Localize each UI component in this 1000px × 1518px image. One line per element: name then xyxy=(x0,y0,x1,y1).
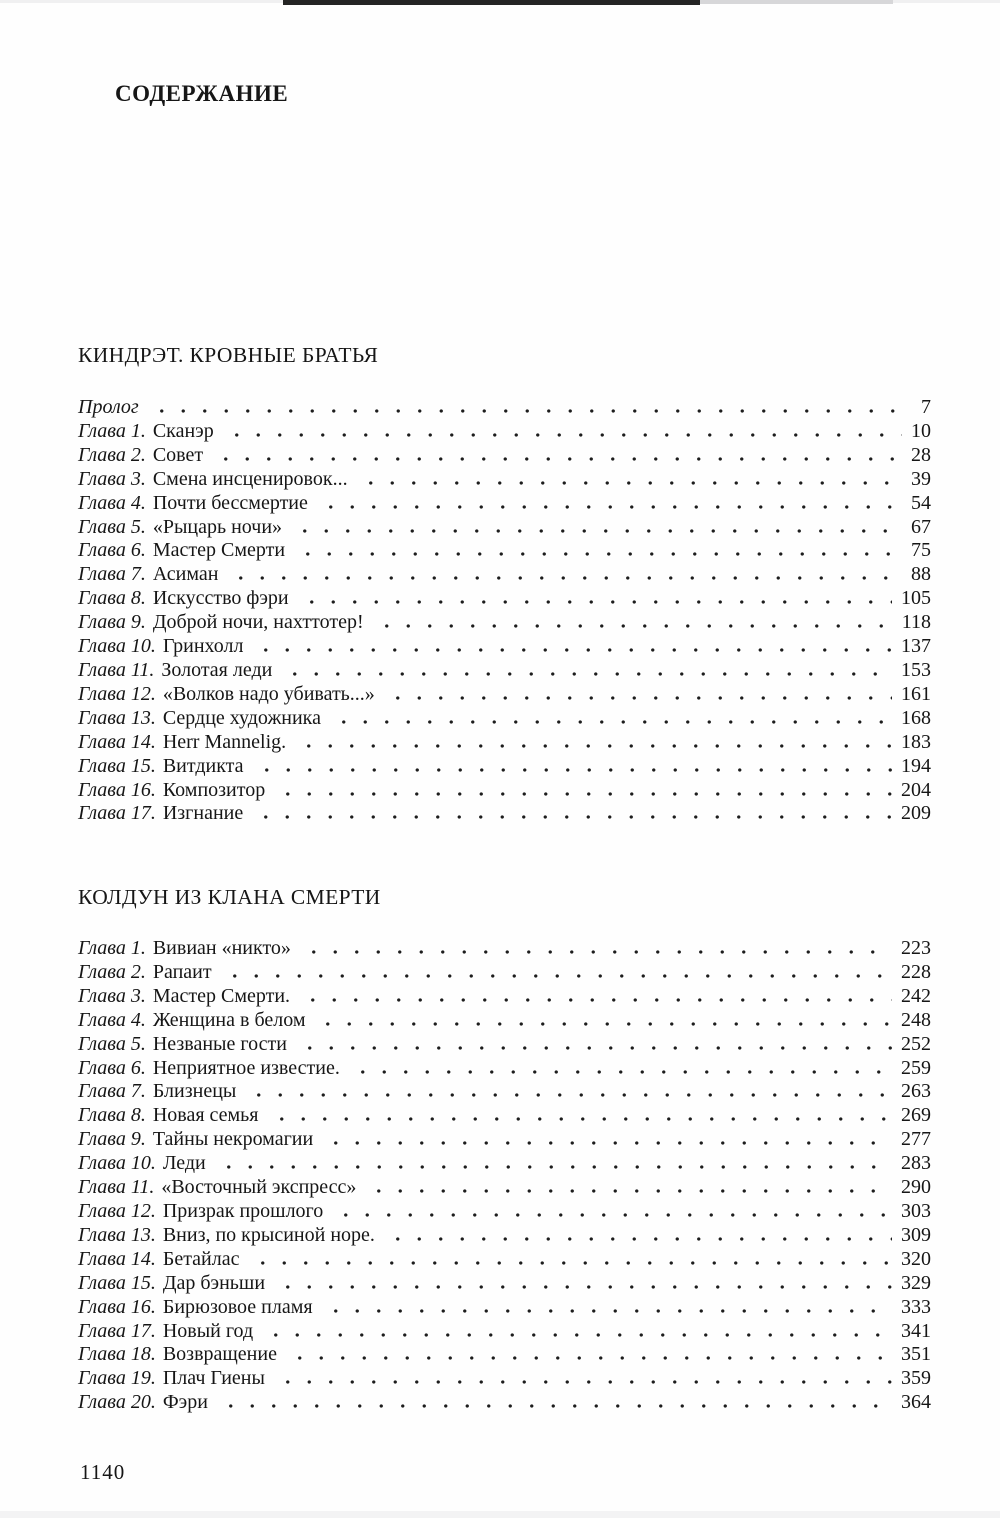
chapter-label: Глава 16. xyxy=(78,778,156,801)
page-number: 209 xyxy=(901,802,931,825)
chapter-label: Глава 1. xyxy=(78,937,146,959)
chapter-title: Новая семья xyxy=(152,1104,259,1127)
page-number: 359 xyxy=(901,1367,931,1390)
chapter-title: Плач Гиены xyxy=(162,1367,265,1390)
section-title: КИНДРЭТ. КРОВНЫЕ БРАТЬЯ xyxy=(78,343,379,367)
chapter-title: Совет xyxy=(152,443,204,466)
chapter-title: «Рыцарь ночи» xyxy=(152,515,283,538)
chapter-label: Глава 7. xyxy=(78,563,146,586)
page-number: 223 xyxy=(901,937,931,959)
dot-leader xyxy=(248,638,892,652)
dot-leader xyxy=(219,423,902,437)
page-number: 290 xyxy=(901,1176,931,1199)
dot-leader xyxy=(208,447,902,461)
page-number: 351 xyxy=(901,1343,931,1366)
chapter-label: Глава 3. xyxy=(78,467,146,490)
page-number: 204 xyxy=(901,778,931,801)
page-number: 67 xyxy=(911,515,931,538)
chapter-label: Глава 5. xyxy=(78,1032,146,1055)
dot-leader xyxy=(361,1179,892,1193)
chapter-label: Пролог xyxy=(78,396,139,418)
toc-row xyxy=(78,539,931,563)
scan-artifact-light-bar xyxy=(700,0,893,4)
dot-leader xyxy=(213,1394,892,1408)
chapter-title: Женщина в белом xyxy=(152,1008,306,1031)
toc-row xyxy=(78,707,931,731)
toc-row xyxy=(78,779,931,803)
dot-leader xyxy=(369,614,893,628)
chapter-label: Глава 4. xyxy=(78,1008,146,1031)
dot-leader xyxy=(292,1036,892,1050)
chapter-label: Глава 16. xyxy=(78,1295,156,1318)
chapter-title: Композитор xyxy=(162,778,266,801)
chapter-label: Глава 6. xyxy=(78,1056,146,1079)
toc-row xyxy=(78,937,931,961)
page-number: 303 xyxy=(901,1199,931,1222)
page-number: 263 xyxy=(901,1080,931,1103)
chapter-title: Изгнание xyxy=(162,802,244,825)
page-number: 28 xyxy=(911,443,931,466)
dot-leader xyxy=(318,1299,892,1313)
scan-artifact-dark-bar xyxy=(283,0,700,5)
chapter-title: Доброй ночи, нахттотер! xyxy=(152,611,364,634)
chapter-title: «Восточный экспресс» xyxy=(161,1176,357,1199)
toc-row xyxy=(78,683,931,707)
toc-row xyxy=(78,492,931,516)
chapter-title: Витдикта xyxy=(162,754,244,777)
toc-row xyxy=(78,1343,931,1367)
chapter-label: Глава 20. xyxy=(78,1391,156,1414)
chapter-label: Глава 12. xyxy=(78,682,156,705)
chapter-label: Глава 13. xyxy=(78,1223,156,1246)
page-number: 341 xyxy=(901,1319,931,1342)
toc-row xyxy=(78,1057,931,1081)
toc-row xyxy=(78,1104,931,1128)
page-number: 320 xyxy=(901,1247,931,1270)
chapter-title: Herr Mannelig. xyxy=(162,730,287,753)
dot-leader xyxy=(270,1275,892,1289)
chapter-label: Глава 17. xyxy=(78,802,156,825)
page-number: 329 xyxy=(901,1271,931,1294)
page-number: 153 xyxy=(901,658,931,681)
dot-leader xyxy=(258,1323,892,1337)
folio-number: 1140 xyxy=(80,1460,126,1484)
chapter-label: Глава 17. xyxy=(78,1319,156,1342)
chapter-title: Вивиан «никто» xyxy=(152,937,291,959)
page-number: 277 xyxy=(901,1128,931,1151)
page-number: 88 xyxy=(911,563,931,586)
chapter-label: Глава 11. xyxy=(78,658,155,681)
dot-leader xyxy=(248,805,892,819)
page-title: СОДЕРЖАНИЕ xyxy=(115,81,289,107)
dot-leader xyxy=(287,519,902,533)
book-section-kindret xyxy=(78,343,931,826)
dot-leader xyxy=(310,1012,892,1026)
chapter-label: Глава 9. xyxy=(78,1128,146,1151)
dot-leader xyxy=(380,686,892,700)
toc-row xyxy=(78,635,931,659)
dot-leader xyxy=(264,1107,892,1121)
dot-leader xyxy=(328,1203,892,1217)
chapter-title: Рапаит xyxy=(152,960,212,983)
page-number: 161 xyxy=(901,682,931,705)
chapter-label: Глава 10. xyxy=(78,635,156,658)
chapter-title: Новый год xyxy=(162,1319,254,1342)
dot-leader xyxy=(144,399,912,413)
page-number: 269 xyxy=(901,1104,931,1127)
chapter-title: Гринхолл xyxy=(162,635,244,658)
toc-row xyxy=(78,396,931,420)
toc-row xyxy=(78,1367,931,1391)
dot-leader xyxy=(241,1083,892,1097)
chapter-title: Возвращение xyxy=(162,1343,277,1366)
chapter-title: Золотая леди xyxy=(161,658,273,681)
page-number: 242 xyxy=(901,984,931,1007)
page-number: 137 xyxy=(901,635,931,658)
page-number: 228 xyxy=(901,960,931,983)
chapter-label: Глава 9. xyxy=(78,611,146,634)
dot-leader xyxy=(223,566,902,580)
dot-leader xyxy=(294,590,892,604)
dot-leader xyxy=(318,1131,892,1145)
toc-row xyxy=(78,420,931,444)
toc-list xyxy=(78,396,931,826)
dot-leader xyxy=(245,1251,893,1265)
page-number: 10 xyxy=(911,419,931,442)
toc-row xyxy=(78,802,931,826)
chapter-title: Смена инсценировок... xyxy=(152,467,348,490)
dot-leader xyxy=(211,1155,892,1169)
page-number: 75 xyxy=(911,539,931,562)
toc-row xyxy=(78,587,931,611)
page-number: 259 xyxy=(901,1056,931,1079)
toc-row xyxy=(78,731,931,755)
dot-leader xyxy=(345,1060,892,1074)
chapter-label: Глава 18. xyxy=(78,1343,156,1366)
chapter-title: Сердце художника xyxy=(162,706,321,729)
chapter-label: Глава 4. xyxy=(78,491,146,514)
dot-leader xyxy=(353,471,902,485)
toc-row xyxy=(78,1391,931,1415)
chapter-title: Искусство фэри xyxy=(152,587,289,610)
chapter-title: Фэри xyxy=(162,1391,208,1414)
chapter-label: Глава 1. xyxy=(78,419,146,442)
chapter-label: Глава 14. xyxy=(78,730,156,753)
chapter-label: Глава 8. xyxy=(78,1104,146,1127)
chapter-label: Глава 3. xyxy=(78,984,146,1007)
chapter-label: Глава 6. xyxy=(78,539,146,562)
dot-leader xyxy=(290,542,902,556)
toc-row xyxy=(78,1248,931,1272)
toc-row xyxy=(78,1200,931,1224)
page-number: 7 xyxy=(921,396,931,418)
chapter-label: Глава 10. xyxy=(78,1152,156,1175)
page-number: 309 xyxy=(901,1223,931,1246)
page-number: 194 xyxy=(901,754,931,777)
book-section-koldun xyxy=(78,885,931,1415)
chapter-title: Тайны некромагии xyxy=(152,1128,314,1151)
dot-leader xyxy=(217,964,892,978)
toc-row xyxy=(78,1176,931,1200)
chapter-title: Дар бэньши xyxy=(162,1271,266,1294)
page-number: 54 xyxy=(911,491,931,514)
chapter-title: Сканэр xyxy=(152,419,214,442)
page-number: 248 xyxy=(901,1008,931,1031)
dot-leader xyxy=(313,495,902,509)
page-number: 283 xyxy=(901,1152,931,1175)
chapter-title: Неприятное известие. xyxy=(152,1056,340,1079)
toc-row xyxy=(78,1080,931,1104)
toc-row xyxy=(78,659,931,683)
scan-artifact-bottom-strip xyxy=(0,1511,1000,1518)
toc-row xyxy=(78,1128,931,1152)
page-number: 252 xyxy=(901,1032,931,1055)
dot-leader xyxy=(380,1227,892,1241)
toc-row xyxy=(78,1272,931,1296)
toc-row xyxy=(78,444,931,468)
page-number: 364 xyxy=(901,1391,931,1414)
chapter-label: Глава 14. xyxy=(78,1247,156,1270)
dot-leader xyxy=(326,710,892,724)
chapter-title: «Волков надо убивать...» xyxy=(162,682,375,705)
toc-row xyxy=(78,1224,931,1248)
toc-row xyxy=(78,1152,931,1176)
chapter-label: Глава 12. xyxy=(78,1199,156,1222)
chapter-title: Бетайлас xyxy=(162,1247,240,1270)
chapter-label: Глава 8. xyxy=(78,587,146,610)
chapter-title: Мастер Смерти xyxy=(152,539,286,562)
toc-row xyxy=(78,1033,931,1057)
dot-leader xyxy=(277,662,892,676)
toc-row xyxy=(78,611,931,635)
dot-leader xyxy=(249,758,892,772)
toc-row xyxy=(78,1009,931,1033)
toc-row xyxy=(78,985,931,1009)
chapter-label: Глава 15. xyxy=(78,754,156,777)
chapter-title: Близнецы xyxy=(152,1080,237,1103)
page-number: 105 xyxy=(901,587,931,610)
page-number: 183 xyxy=(901,730,931,753)
chapter-title: Асиман xyxy=(152,563,219,586)
toc-row xyxy=(78,516,931,540)
chapter-label: Глава 2. xyxy=(78,443,146,466)
toc-row xyxy=(78,563,931,587)
dot-leader xyxy=(296,940,892,954)
dot-leader xyxy=(291,734,892,748)
toc-row xyxy=(78,961,931,985)
toc-row xyxy=(78,1320,931,1344)
page-number: 168 xyxy=(901,706,931,729)
dot-leader xyxy=(295,988,892,1002)
toc-row xyxy=(78,755,931,779)
chapter-label: Глава 2. xyxy=(78,960,146,983)
chapter-title: Леди xyxy=(162,1152,206,1175)
chapter-label: Глава 19. xyxy=(78,1367,156,1390)
toc-row xyxy=(78,1296,931,1320)
page-number: 333 xyxy=(901,1295,931,1318)
chapter-label: Глава 7. xyxy=(78,1080,146,1103)
dot-leader xyxy=(282,1346,892,1360)
chapter-label: Глава 11. xyxy=(78,1176,155,1199)
chapter-label: Глава 5. xyxy=(78,515,146,538)
chapter-label: Глава 15. xyxy=(78,1271,156,1294)
chapter-label: Глава 13. xyxy=(78,706,156,729)
dot-leader xyxy=(270,782,892,796)
toc-list xyxy=(78,937,931,1415)
page-number: 39 xyxy=(911,467,931,490)
chapter-title: Вниз, по крысиной норе. xyxy=(162,1223,375,1246)
chapter-title: Мастер Смерти. xyxy=(152,984,291,1007)
dot-leader xyxy=(270,1370,892,1384)
chapter-title: Призрак прошлого xyxy=(162,1199,324,1222)
chapter-title: Почти бессмертие xyxy=(152,491,308,514)
toc-row xyxy=(78,468,931,492)
chapter-title: Бирюзовое пламя xyxy=(162,1295,313,1318)
page-number: 118 xyxy=(901,611,931,634)
chapter-title: Незваные гости xyxy=(152,1032,287,1055)
section-title: КОЛДУН ИЗ КЛАНА СМЕРТИ xyxy=(78,885,381,909)
